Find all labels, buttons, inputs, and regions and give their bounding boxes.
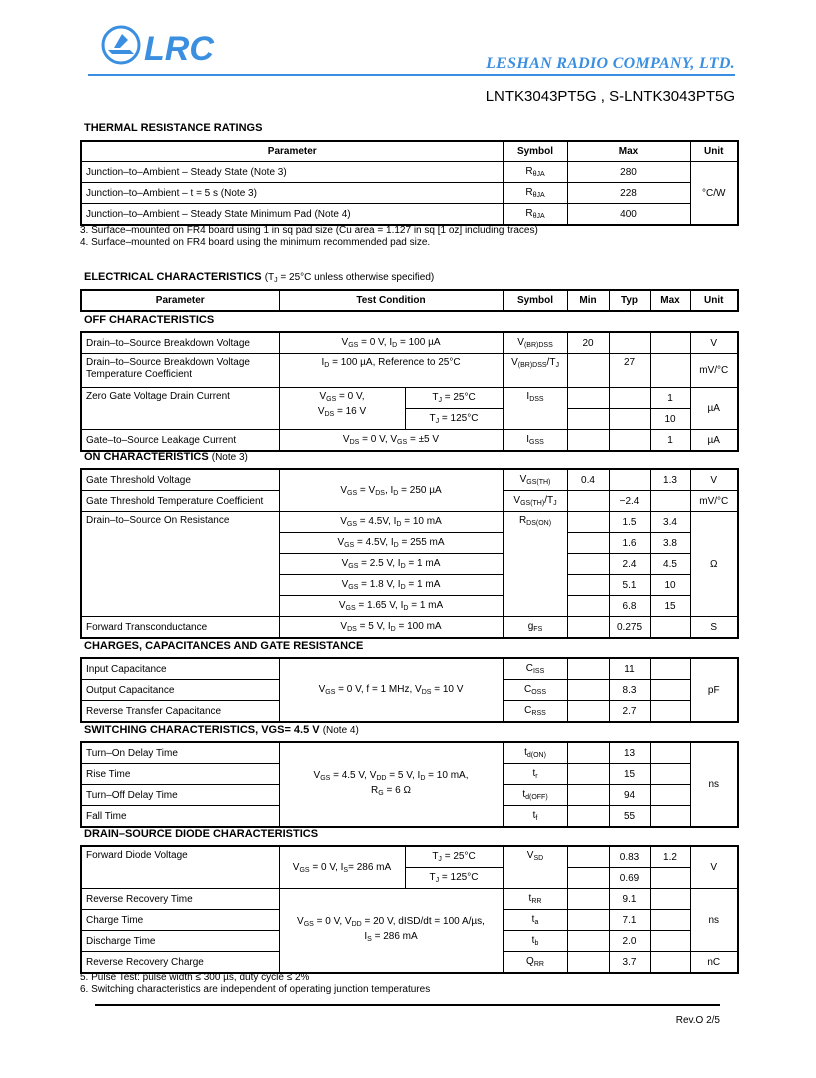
- table-row: [81, 430, 738, 452]
- symbol-cell: $Q_{RR}$: [503, 952, 567, 974]
- min-cell: [567, 889, 609, 910]
- condition-cell: $V_{DS} = 5$ V, $I_D = 100$ mA: [279, 617, 503, 639]
- parameter-cell: Gate Threshold Voltage: [81, 469, 279, 491]
- min-cell: [567, 806, 609, 828]
- min-cell: [567, 430, 609, 452]
- caps-table: [80, 657, 739, 723]
- condition-cell: $V_{GS} = V_{DS}$, $I_D = 250$ µA: [279, 469, 503, 512]
- table-row: [81, 332, 738, 354]
- col-header: Typ: [609, 290, 650, 311]
- unit-cell: µA: [690, 388, 738, 430]
- unit-cell: mV/°C: [690, 491, 738, 512]
- symbol-cell: $C_{RSS}$: [503, 701, 567, 723]
- parameter-cell: Zero Gate Voltage Drain Current: [81, 388, 279, 430]
- table-header-row: [81, 290, 738, 311]
- lrc-logo: [100, 24, 240, 68]
- parameter-cell: Gate–to–Source Leakage Current: [81, 430, 279, 452]
- typ-cell: 55: [609, 806, 650, 828]
- max-cell: [650, 658, 690, 680]
- typ-cell: 6.8: [609, 596, 650, 617]
- company-name: LESHAN RADIO COMPANY, LTD.: [486, 55, 735, 72]
- condition-cell: $V_{GS} = 0$ V, f = 1 MHz, $V_{DS} = 10$ V: [279, 658, 503, 722]
- condition-cell: $I_D = 100$ µA, Reference to 25°C: [279, 354, 503, 388]
- parameter-cell: Reverse Recovery Time: [81, 889, 279, 910]
- unit-cell: Ω: [690, 512, 738, 617]
- off-title: OFF CHARACTERISTICS: [84, 314, 215, 326]
- symbol-cell: $V_{GS(TH)}$: [503, 469, 567, 491]
- max-cell: 400: [567, 204, 690, 226]
- on-title: ON CHARACTERISTICS (Note 3): [84, 451, 248, 463]
- table-row: [81, 846, 738, 868]
- col-header: Parameter: [81, 290, 279, 311]
- parameter-cell: Rise Time: [81, 764, 279, 785]
- max-cell: [650, 785, 690, 806]
- min-cell: [567, 785, 609, 806]
- min-cell: 0.4: [567, 469, 609, 491]
- max-cell: [650, 680, 690, 701]
- symbol-cell: $V_{GS(TH)}/T_J$: [503, 491, 567, 512]
- electrical-subtitle: ($T_J = 25^\circ C$ unless otherwise specified): [264, 272, 435, 284]
- max-cell: [650, 764, 690, 785]
- condition-cell: $V_{GS} = 0$ V, $I_S= 286$ mA: [279, 846, 405, 889]
- unit-cell: S: [690, 617, 738, 639]
- parameter-cell: Fall Time: [81, 806, 279, 828]
- symbol-cell: $R_{DS(ON)}$: [503, 512, 567, 617]
- min-cell: [567, 409, 609, 430]
- unit-cell: V: [690, 469, 738, 491]
- symbol-cell: $g_{FS}$: [503, 617, 567, 639]
- col-header: Unit: [690, 290, 738, 311]
- max-cell: [650, 332, 690, 354]
- max-cell: [650, 491, 690, 512]
- header-divider: [88, 74, 735, 76]
- table-row: [81, 204, 738, 226]
- condition-cell: $V_{DS} = 0$ V, $V_{GS} = \pm 5$ V: [279, 430, 503, 452]
- parameter-cell: Forward Transconductance: [81, 617, 279, 639]
- symbol-cell: $V_{(BR)DSS}$: [503, 332, 567, 354]
- note-4: 4. Surface–mounted on FR4 board using the minimum recommended pad size.: [80, 237, 431, 248]
- col-header: Max: [567, 141, 690, 162]
- typ-cell: 8.3: [609, 680, 650, 701]
- max-cell: 10: [650, 409, 690, 430]
- typ-cell: −2.4: [609, 491, 650, 512]
- typ-cell: 0.69: [609, 868, 650, 889]
- condition-cell: $V_{GS} = 0$ V, $V_{DD} = 20$ V, dISD/dt = 100 A/µs, $I_S = 286$ mA: [279, 889, 503, 974]
- max-cell: 4.5: [650, 554, 690, 575]
- parameter-cell: Junction–to–Ambient – t = 5 s (Note 3): [81, 183, 503, 204]
- thermal-title: THERMAL RESISTANCE RATINGS: [84, 122, 263, 134]
- condition-cell: $V_{GS} = 1.65$ V, $I_D = 1$ mA: [279, 596, 503, 617]
- max-cell: 280: [567, 162, 690, 183]
- condition-cell: $V_{GS} = 4.5V$, $I_D = 10$ mA: [279, 512, 503, 533]
- col-header: Max: [650, 290, 690, 311]
- temp-cell: $T_J = 125^\circ C$: [405, 409, 503, 430]
- temp-cell: $T_J = 25^\circ C$: [405, 388, 503, 409]
- min-cell: [567, 931, 609, 952]
- min-cell: [567, 491, 609, 512]
- min-cell: [567, 354, 609, 388]
- unit-cell: V: [690, 846, 738, 889]
- footer-divider: [95, 1004, 720, 1006]
- col-header: Min: [567, 290, 609, 311]
- typ-cell: 13: [609, 742, 650, 764]
- typ-cell: [609, 430, 650, 452]
- typ-cell: [609, 388, 650, 409]
- unit-cell: ns: [690, 889, 738, 952]
- parameter-cell: Input Capacitance: [81, 658, 279, 680]
- typ-cell: 27: [609, 354, 650, 388]
- parameter-cell: Drain–to–Source Breakdown Voltage: [81, 332, 279, 354]
- symbol-cell: $I_{GSS}$: [503, 430, 567, 452]
- table-row: [81, 889, 738, 910]
- unit-cell: nC: [690, 952, 738, 974]
- typ-cell: 1.5: [609, 512, 650, 533]
- max-cell: 15: [650, 596, 690, 617]
- min-cell: 20: [567, 332, 609, 354]
- symbol-cell: $t_{d(OFF)}$: [503, 785, 567, 806]
- table-row: [81, 617, 738, 639]
- electrical-header-table: [80, 289, 739, 312]
- parameter-cell: Turn–On Delay Time: [81, 742, 279, 764]
- unit-cell: mV/°C: [690, 354, 738, 388]
- condition-cell: $V_{GS} = 0$ V, $V_{DS} = 16$ V: [279, 388, 405, 430]
- diode-table: [80, 845, 739, 974]
- parameter-cell: Discharge Time: [81, 931, 279, 952]
- unit-cell: pF: [690, 658, 738, 722]
- min-cell: [567, 868, 609, 889]
- parameter-cell: Drain–to–Source Breakdown Voltage Temperature Coefficient: [81, 354, 279, 388]
- table-row: [81, 388, 738, 409]
- note-6: 6. Switching characteristics are independent of operating junction temperatures: [80, 984, 431, 995]
- typ-cell: 0.83: [609, 846, 650, 868]
- typ-cell: 2.7: [609, 701, 650, 723]
- revision-page: Rev.O 2/5: [675, 1015, 720, 1026]
- max-cell: 1: [650, 430, 690, 452]
- table-row: [81, 512, 738, 533]
- max-cell: 3.4: [650, 512, 690, 533]
- min-cell: [567, 512, 609, 533]
- condition-cell: $V_{GS} = 4.5$ V, $V_{DD} = 5$ V, $I_D = 10$ mA, $R_G = 6$ Ω: [279, 742, 503, 827]
- table-row: [81, 162, 738, 183]
- max-cell: [650, 889, 690, 910]
- parameter-cell: Charge Time: [81, 910, 279, 931]
- symbol-cell: $V_{SD}$: [503, 846, 567, 889]
- symbol-cell: $I_{DSS}$: [503, 388, 567, 430]
- col-header: Unit: [690, 141, 738, 162]
- symbol-cell: $R_{\theta JA}$: [503, 162, 567, 183]
- parameter-cell: Reverse Transfer Capacitance: [81, 701, 279, 723]
- typ-cell: 94: [609, 785, 650, 806]
- min-cell: [567, 846, 609, 868]
- min-cell: [567, 617, 609, 639]
- typ-cell: [609, 332, 650, 354]
- max-cell: 228: [567, 183, 690, 204]
- svg-text:LRC: LRC: [144, 30, 214, 68]
- max-cell: 10: [650, 575, 690, 596]
- typ-cell: 7.1: [609, 910, 650, 931]
- diode-title: DRAIN–SOURCE DIODE CHARACTERISTICS: [84, 828, 319, 840]
- min-cell: [567, 742, 609, 764]
- min-cell: [567, 554, 609, 575]
- typ-cell: 2.4: [609, 554, 650, 575]
- unit-cell: ns: [690, 742, 738, 827]
- max-cell: [650, 868, 690, 889]
- max-cell: 1.3: [650, 469, 690, 491]
- temp-cell: $T_J = 125^\circ C$: [405, 868, 503, 889]
- symbol-cell: $R_{\theta JA}$: [503, 204, 567, 226]
- table-row: [81, 742, 738, 764]
- min-cell: [567, 952, 609, 974]
- max-cell: 1.2: [650, 846, 690, 868]
- table-header-row: [81, 141, 738, 162]
- table-row: [81, 469, 738, 491]
- min-cell: [567, 764, 609, 785]
- min-cell: [567, 910, 609, 931]
- condition-cell: $V_{GS} = 0$ V, $I_D = 100$ µA: [279, 332, 503, 354]
- thermal-table: [80, 140, 739, 226]
- min-cell: [567, 596, 609, 617]
- typ-cell: [609, 469, 650, 491]
- min-cell: [567, 575, 609, 596]
- condition-cell: $V_{GS} = 4.5V$, $I_D = 255$ mA: [279, 533, 503, 554]
- on-table: [80, 468, 739, 639]
- typ-cell: 15: [609, 764, 650, 785]
- symbol-cell: $C_{ISS}$: [503, 658, 567, 680]
- table-row: [81, 658, 738, 680]
- symbol-cell: $V_{(BR)DSS}/T_J$: [503, 354, 567, 388]
- min-cell: [567, 658, 609, 680]
- typ-cell: [609, 409, 650, 430]
- parameter-cell: Reverse Recovery Charge: [81, 952, 279, 974]
- parameter-cell: Output Capacitance: [81, 680, 279, 701]
- electrical-title: ELECTRICAL CHARACTERISTICS ($T_J = 25^\circ C$ unless otherwise specified): [84, 271, 435, 284]
- part-number: LNTK3043PT5G , S-LNTK3043PT5G: [485, 88, 735, 105]
- typ-cell: 0.275: [609, 617, 650, 639]
- symbol-cell: $t_{RR}$: [503, 889, 567, 910]
- unit-cell: °C/W: [690, 162, 738, 226]
- col-header: Symbol: [503, 141, 567, 162]
- symbol-cell: $t_r$: [503, 764, 567, 785]
- max-cell: [650, 952, 690, 974]
- symbol-cell: $t_f$: [503, 806, 567, 828]
- typ-cell: 2.0: [609, 931, 650, 952]
- caps-title: CHARGES, CAPACITANCES AND GATE RESISTANCE: [84, 640, 364, 652]
- parameter-cell: Junction–to–Ambient – Steady State (Note 3): [81, 162, 503, 183]
- max-cell: [650, 354, 690, 388]
- symbol-cell: $C_{OSS}$: [503, 680, 567, 701]
- parameter-cell: Gate Threshold Temperature Coefficient: [81, 491, 279, 512]
- off-table: [80, 331, 739, 452]
- min-cell: [567, 680, 609, 701]
- note-5: 5. Pulse Test: pulse width ≤ 300 µs, duty cycle ≤ 2%: [80, 972, 310, 983]
- max-cell: [650, 701, 690, 723]
- min-cell: [567, 388, 609, 409]
- typ-cell: 3.7: [609, 952, 650, 974]
- parameter-cell: Turn–Off Delay Time: [81, 785, 279, 806]
- note-3: 3. Surface–mounted on FR4 board using 1 in sq pad size (Cu area = 1.127 in sq [1 oz] including traces): [80, 225, 538, 236]
- parameter-cell: Drain–to–Source On Resistance: [81, 512, 279, 617]
- temp-cell: $T_J = 25^\circ C$: [405, 846, 503, 868]
- typ-cell: 5.1: [609, 575, 650, 596]
- symbol-cell: $R_{\theta JA}$: [503, 183, 567, 204]
- condition-cell: $V_{GS} = 1.8$ V, $I_D = 1$ mA: [279, 575, 503, 596]
- max-cell: [650, 617, 690, 639]
- col-header: Parameter: [81, 141, 503, 162]
- min-cell: [567, 701, 609, 723]
- condition-cell: $V_{GS} = 2.5$ V, $I_D = 1$ mA: [279, 554, 503, 575]
- max-cell: [650, 742, 690, 764]
- switching-table: [80, 741, 739, 828]
- table-row: [81, 354, 738, 388]
- unit-cell: µA: [690, 430, 738, 452]
- table-row: [81, 183, 738, 204]
- max-cell: 1: [650, 388, 690, 409]
- min-cell: [567, 533, 609, 554]
- col-header: Symbol: [503, 290, 567, 311]
- typ-cell: 1.6: [609, 533, 650, 554]
- max-cell: [650, 910, 690, 931]
- typ-cell: 11: [609, 658, 650, 680]
- parameter-cell: Forward Diode Voltage: [81, 846, 279, 889]
- max-cell: 3.8: [650, 533, 690, 554]
- max-cell: [650, 806, 690, 828]
- parameter-cell: Junction–to–Ambient – Steady State Minimum Pad (Note 4): [81, 204, 503, 226]
- symbol-cell: $t_b$: [503, 931, 567, 952]
- symbol-cell: $t_a$: [503, 910, 567, 931]
- unit-cell: V: [690, 332, 738, 354]
- typ-cell: 9.1: [609, 889, 650, 910]
- col-header: Test Condition: [279, 290, 503, 311]
- max-cell: [650, 931, 690, 952]
- switching-title: SWITCHING CHARACTERISTICS, VGS= 4.5 V (Note 4): [84, 724, 359, 736]
- symbol-cell: $t_{d(ON)}$: [503, 742, 567, 764]
